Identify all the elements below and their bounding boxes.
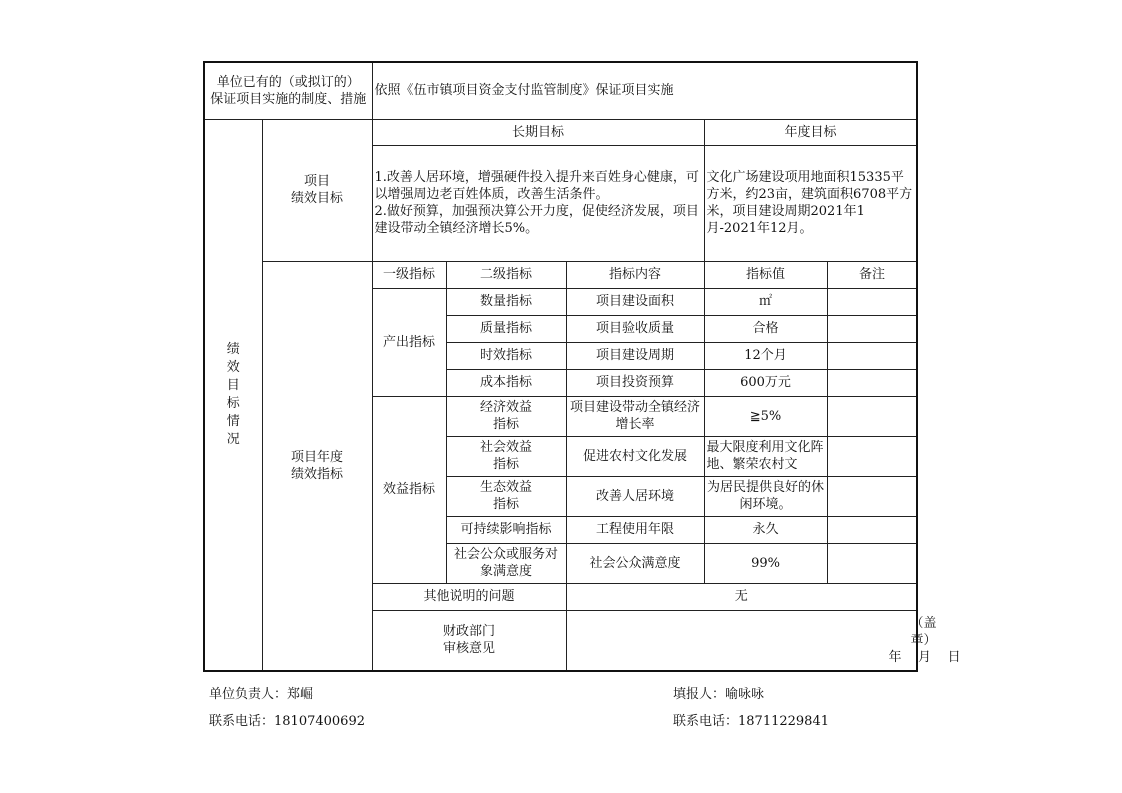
header-note: 备注	[827, 261, 917, 288]
phone-left: 联系电话：18107400692	[209, 714, 365, 729]
output-value: 12个月	[704, 342, 827, 369]
output-content: 项目建设周期	[566, 342, 704, 369]
indicators-label: 项目年度 绩效指标	[262, 261, 372, 671]
output-note	[827, 315, 917, 342]
benefit-value: 最大限度利用文化阵地、繁荣农村文	[704, 436, 827, 476]
output-level2: 质量指标	[446, 315, 566, 342]
responsible-person: 单位负责人：郑崛	[209, 687, 314, 702]
output-note	[827, 288, 917, 315]
benefit-value: 99%	[704, 543, 827, 583]
output-level2: 数量指标	[446, 288, 566, 315]
benefit-note	[827, 396, 917, 436]
header-level1: 一级指标	[372, 261, 446, 288]
performance-goal-form	[203, 61, 961, 672]
benefit-note	[827, 436, 917, 476]
benefit-indicator-label: 效益指标	[372, 396, 446, 583]
output-level2: 成本指标	[446, 369, 566, 396]
other-label: 其他说明的问题	[372, 583, 566, 610]
filler-person: 填报人：喻咏咏	[673, 687, 765, 702]
measures-label: 单位已有的（或拟订的） 保证项目实施的制度、措施	[204, 62, 372, 119]
long-term-header: 长期目标	[372, 119, 704, 145]
benefit-content: 工程使用年限	[566, 516, 704, 543]
benefit-value: 为居民提供良好的休闲环境。	[704, 476, 827, 516]
benefit-level2: 社会效益 指标	[446, 436, 566, 476]
finance-signature	[566, 610, 961, 671]
section-label: 绩效目标情况	[204, 119, 262, 671]
benefit-content: 项目建设带动全镇经济增长率	[566, 396, 704, 436]
annual-header: 年度目标	[704, 119, 917, 145]
phone-right: 联系电话：18711229841	[673, 714, 829, 729]
date-text: 年 月 日	[888, 649, 961, 665]
benefit-value: 永久	[704, 516, 827, 543]
benefit-note	[827, 543, 917, 583]
benefit-level2: 社会公众或服务对象满意度	[446, 543, 566, 583]
benefit-level2: 生态效益 指标	[446, 476, 566, 516]
output-value: 600万元	[704, 369, 827, 396]
header-content: 指标内容	[566, 261, 704, 288]
benefit-level2: 可持续影响指标	[446, 516, 566, 543]
output-note	[827, 369, 917, 396]
benefit-note	[827, 476, 917, 516]
output-level2: 时效指标	[446, 342, 566, 369]
benefit-level2: 经济效益 指标	[446, 396, 566, 436]
output-value: ㎡	[704, 288, 827, 315]
output-value: 合格	[704, 315, 827, 342]
goals-label: 项目 绩效目标	[262, 119, 372, 261]
benefit-note	[827, 516, 917, 543]
benefit-content: 改善人居环境	[566, 476, 704, 516]
annual-text: 文化广场建设项用地面积15335平方米，约23亩，建筑面积6708平方米，项目建设周期2021年1月-2021年12月。	[704, 145, 917, 261]
benefit-content: 社会公众满意度	[566, 543, 704, 583]
output-content: 项目建设面积	[566, 288, 704, 315]
benefit-content: 促进农村文化发展	[566, 436, 704, 476]
seal-text: （盖章）	[910, 615, 937, 648]
finance-label: 财政部门 审核意见	[372, 610, 566, 671]
header-value: 指标值	[704, 261, 827, 288]
output-indicator-label: 产出指标	[372, 288, 446, 396]
header-level2: 二级指标	[446, 261, 566, 288]
long-term-text: 1.改善人居环境，增强硬件投入提升来百姓身心健康，可以增强周边老百姓体质，改善生活条件。 2.做好预算，加强预决算公开力度，促使经济发展，项目建设带动全镇经济增长5%。	[372, 145, 704, 261]
benefit-value: ≧5%	[704, 396, 827, 436]
output-content: 项目验收质量	[566, 315, 704, 342]
output-note	[827, 342, 917, 369]
other-value: 无	[566, 583, 917, 610]
measures-value: 依照《伍市镇项目资金支付监管制度》保证项目实施	[372, 62, 917, 119]
output-content: 项目投资预算	[566, 369, 704, 396]
